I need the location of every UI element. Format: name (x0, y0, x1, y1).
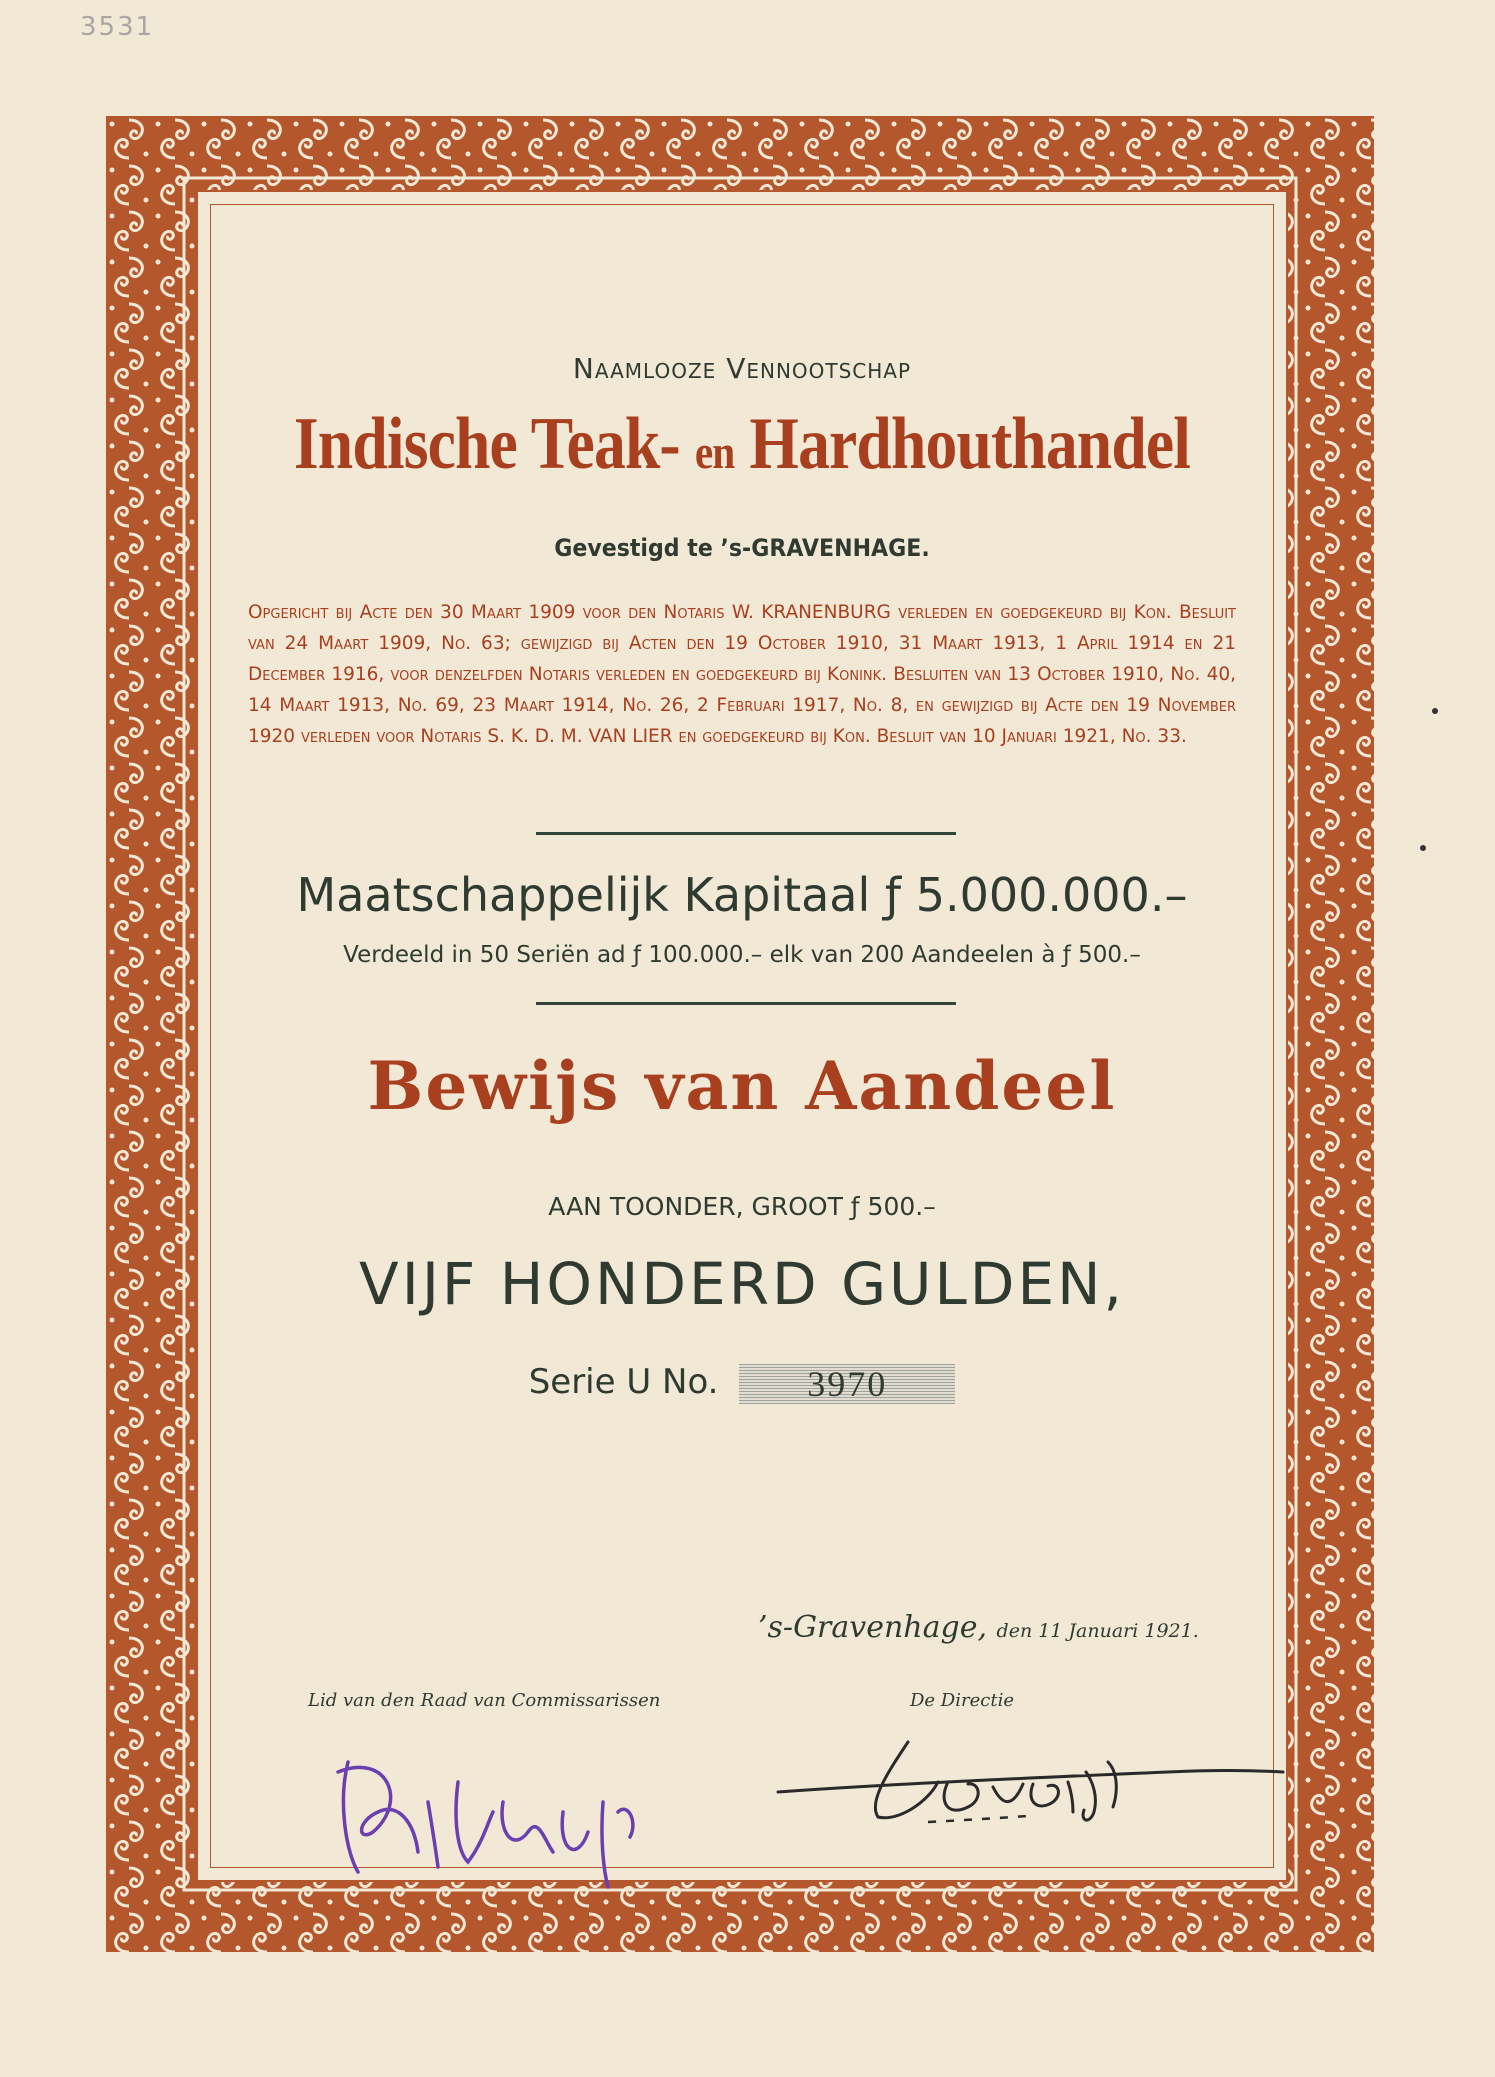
issue-date: den 11 Januari 1921. (996, 1620, 1199, 1642)
capital-division: Verdeeld in 50 Seriën ad ƒ 100.000.– elk van 200 Aandeelen à ƒ 500.– (343, 942, 1141, 968)
issue-place-date (758, 1610, 1199, 1645)
incorporation-text: Opgericht bij Acte den 30 Maart 1909 voor den Notaris W. KRANENBURG verleden en goedgekeurd bij Kon. Besluit van 24 Maart 1909, No. 63; gewijzigd bij Acten den 19 October 1910, 31 Maart 1913, 1 April 1914 en 21 December 1916, voor denzelfden Notaris verleden en goedgekeurd bij Konink. Besluiten van 13 October 1910, No. 40, 14 Maart 1913, No. 69, 23 Maart 1914, No. 26, 2 Februari 1917, No. 8, en gewijzigd bij Acte den 19 November 1920 verleden voor Notaris S. K. D. M. VAN LIER en goedgekeurd bij Kon. Besluit van 10 Januari 1921, No. 33. (248, 602, 1236, 747)
company-form: Naamlooze Vennootschap (572, 352, 912, 385)
issue-place: ’s-Gravenhage, (758, 1610, 987, 1645)
company-seat: Gevestigd te ’s-GRAVENHAGE. (554, 534, 930, 562)
divider-bottom (536, 1002, 956, 1005)
director-signature (768, 1712, 1288, 1842)
ornamental-border (106, 116, 1374, 1952)
serial-number: 3970 (739, 1364, 955, 1404)
pencil-note: 3531 (80, 12, 155, 42)
authorized-capital: Maatschappelijk Kapitaal ƒ 5.000.000.– (296, 868, 1188, 922)
serial-line (198, 1362, 1286, 1404)
company-name (274, 402, 1210, 487)
commissioner-signature (318, 1742, 698, 1892)
paper-speck (1432, 708, 1438, 714)
director-label: De Directie (910, 1690, 1014, 1711)
paper-speck (1420, 845, 1426, 851)
commissioner-label: Lid van den Raad van Commissarissen (308, 1690, 661, 1711)
serial-label: Serie U No. (528, 1362, 719, 1402)
certificate-panel (196, 190, 1288, 1882)
certificate-title: Bewijs van Aandeel (367, 1047, 1117, 1125)
bearer-amount: AAN TOONDER, GROOT ƒ 500.– (548, 1192, 936, 1221)
company-name-conjunction: en (694, 426, 735, 479)
company-name-part2: Hardhouthandel (749, 403, 1191, 485)
divider-top (536, 832, 956, 835)
company-name-part1: Indische Teak- (293, 403, 680, 485)
amount-in-words: VIJF HONDERD GULDEN, (359, 1250, 1125, 1318)
